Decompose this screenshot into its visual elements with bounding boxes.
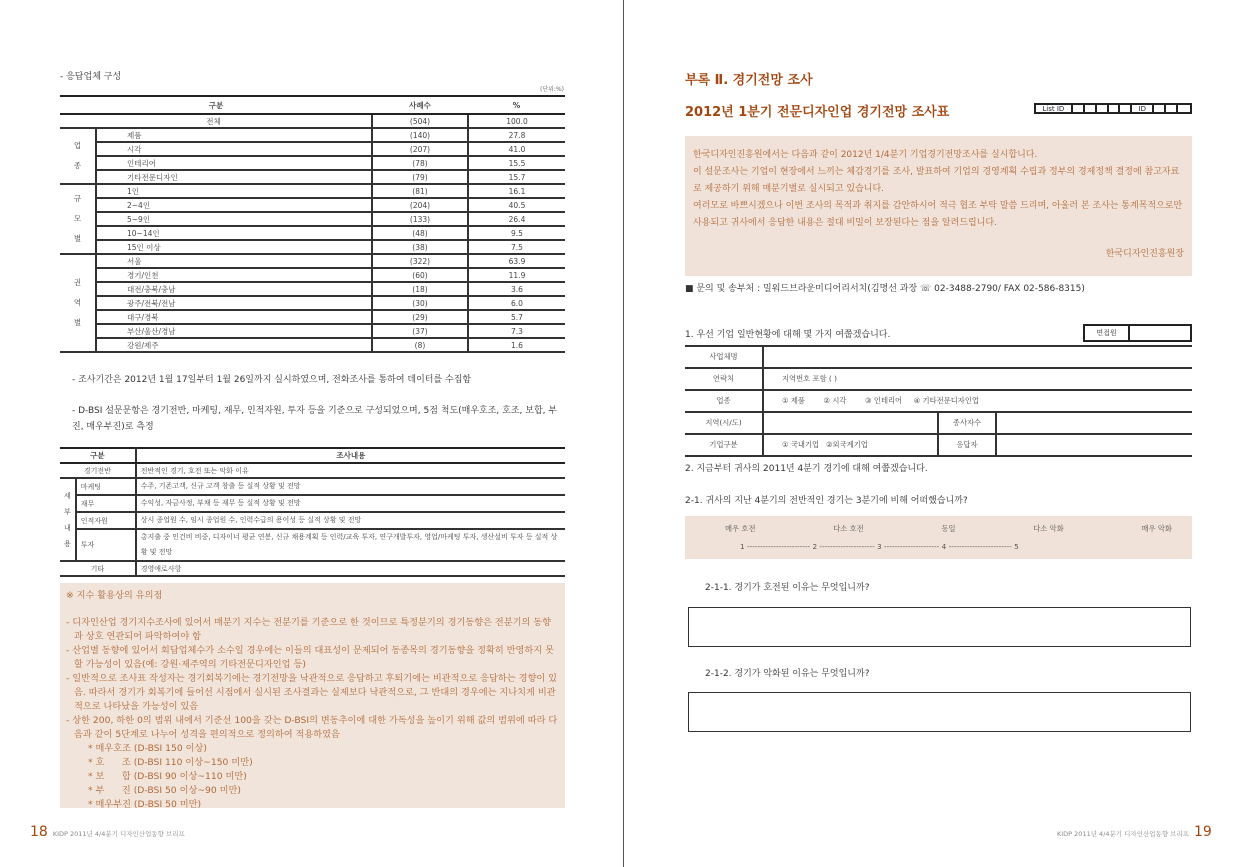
row-percent: 15.7 <box>468 170 565 184</box>
signature: 한국디자인진흥원장 <box>1105 249 1184 259</box>
scale-option[interactable]: 다소 악화 <box>1033 524 1064 533</box>
row-label: 인적자원 <box>76 512 136 529</box>
row-percent: 5.7 <box>468 310 565 324</box>
table-row <box>60 495 565 512</box>
row-count: (322) <box>372 254 468 268</box>
row-count: (204) <box>372 198 468 212</box>
row-label: 대구/경북 <box>96 310 372 324</box>
row-content: 상시 종업원 수, 임시 종업원 수, 인력수급의 용이성 등 실적 상황 및 전망 <box>136 512 565 529</box>
table-row <box>60 170 565 184</box>
row-percent: 27.8 <box>468 128 565 142</box>
interviewer-input[interactable] <box>1130 326 1190 340</box>
table-row <box>60 324 565 338</box>
row-percent: 16.1 <box>468 184 565 198</box>
row-count: (140) <box>372 128 468 142</box>
question-2-1-2: 2-1-2. 경기가 악화된 이유는 무엇입니까? <box>705 669 870 679</box>
row-count: (78) <box>372 156 468 170</box>
row-percent: 7.3 <box>468 324 565 338</box>
row-label: 10~14인 <box>96 226 372 240</box>
row-count: (30) <box>372 296 468 310</box>
scale-option[interactable]: 매우 호전 <box>725 524 756 533</box>
row-count: (60) <box>372 268 468 282</box>
note-level: * 매우부진 (D-BSI 50 미만) <box>88 799 202 810</box>
section-title: - 응답업체 구성 <box>60 72 122 82</box>
row-label: 부산/울산/경남 <box>96 324 372 338</box>
row-label: 경기전반 <box>60 463 136 478</box>
note-box <box>60 583 565 808</box>
question-2: 2. 지금부터 귀사의 2011년 4분기 경기에 대해 여쭙겠습니다. <box>685 464 928 474</box>
footer-right <box>1057 824 1212 840</box>
intro-box <box>685 136 1192 276</box>
note-level: * 보 합 (D-BSI 90 이상~110 미만) <box>88 771 247 782</box>
appendix-title: 부록 Ⅱ. 경기전망 조사 <box>685 73 813 88</box>
header-category: 구분 <box>60 448 136 463</box>
page-number: 19 <box>1194 824 1212 840</box>
respondent-table <box>60 95 565 353</box>
table-row <box>60 529 565 561</box>
group-label: 세 부 내 용 <box>60 478 76 561</box>
table-row <box>60 478 565 495</box>
header-percent: % <box>468 96 565 114</box>
form-title: 2012년 1분기 전문디자인업 경기전망 조사표 <box>685 105 950 120</box>
row-label: 경기/인천 <box>96 268 372 282</box>
row-percent: 41.0 <box>468 142 565 156</box>
table-row <box>60 212 565 226</box>
id-label: ID <box>1132 105 1154 112</box>
note-title: ※ 지수 활용상의 유의점 <box>66 590 163 601</box>
group-label: 권 역 별 <box>60 254 96 352</box>
row-label: 제품 <box>96 128 372 142</box>
company-type-options[interactable]: ① 국내기업 ②외국계기업 <box>763 434 938 456</box>
contact-label: 연락처 <box>685 368 763 390</box>
row-percent: 26.4 <box>468 212 565 226</box>
row-count: (81) <box>372 184 468 198</box>
row-percent: 3.6 <box>468 282 565 296</box>
table-row <box>60 240 565 254</box>
contact-input[interactable]: 지역번호 포함 ( ) <box>763 368 1192 390</box>
improved-reason-input[interactable] <box>688 607 1191 647</box>
row-percent: 63.9 <box>468 254 565 268</box>
row-label: 기타전문디자인 <box>96 170 372 184</box>
note-item: - 일반적으로 조사표 작성자는 경기회복기에는 경기전망을 낙관적으로 응답하고 후퇴기에는 비관적으로 응답하는 경향이 있음. 따라서 경기가 회복기에 들어선 시점에서 실시된 조사결과는 실제보다 낙관적으로, 그 반대의 경우에는 지나치게 비관적으로 나타났을 가능성이 있음 <box>66 673 557 712</box>
row-count: (37) <box>372 324 468 338</box>
row-percent: 6.0 <box>468 296 565 310</box>
note-level: * 부 진 (D-BSI 50 이상~90 미만) <box>88 785 241 796</box>
interviewer-box <box>1083 324 1192 342</box>
row-percent: 15.5 <box>468 156 565 170</box>
intro-paragraph: 이 설문조사는 기업이 현장에서 느끼는 체감경기를 조사, 발표하여 기업의 경영계획 수립과 정부의 경제정책 결정에 참고자료로 제공하기 위해 매분기별로 실시되고 있습니다. <box>693 167 1180 194</box>
row-label: 2~4인 <box>96 198 372 212</box>
company-name-label: 사업체명 <box>685 346 763 368</box>
footer-text: KIDP 2011년 4/4분기 디자인산업동향 브리프 <box>52 830 185 838</box>
table-row <box>60 561 565 576</box>
table-row <box>60 512 565 529</box>
row-label: 5~9인 <box>96 212 372 226</box>
header-category: 구분 <box>60 96 372 114</box>
table-row <box>60 198 565 212</box>
row-label: 재무 <box>76 495 136 512</box>
rating-scale[interactable] <box>685 516 1192 559</box>
worsened-reason-input[interactable] <box>688 692 1191 732</box>
row-percent: 7.5 <box>468 240 565 254</box>
employees-label: 종사자수 <box>938 412 996 434</box>
company-info-form <box>685 345 1192 457</box>
table-row <box>60 338 565 352</box>
header-content: 조사내용 <box>136 448 565 463</box>
id-boxes <box>1034 103 1192 114</box>
industry-options[interactable]: ① 제품 ② 시각 ③ 인테리어 ④ 기타전문디자인업 <box>763 390 1192 412</box>
table-row <box>60 142 565 156</box>
respondent-label: 응답자 <box>938 434 996 456</box>
industry-label: 업종 <box>685 390 763 412</box>
table-row <box>60 128 565 142</box>
row-count: (207) <box>372 142 468 156</box>
employees-input[interactable] <box>996 412 1192 434</box>
region-input[interactable] <box>763 412 938 434</box>
row-content: 수주, 기존고객, 신규 고객 창출 등 실적 상황 및 전망 <box>136 478 565 495</box>
page-number: 18 <box>30 824 48 840</box>
scale-option[interactable]: 매우 악화 <box>1141 524 1172 533</box>
survey-period-text: - 조사기간은 2012년 1월 17일부터 1월 26일까지 실시하였으며, 전화조사를 통하여 데이터를 수집함 <box>72 375 472 385</box>
row-content: 총지출 중 인건비 비중, 디자이너 평균 연봉, 신규 채용계획 등 인력/교육 투자, 연구개발투자, 영업/마케팅 투자, 생산설비 투자 등 실적 상황 및 전망 <box>136 529 565 561</box>
note-item: - 디자인산업 경기지수조사에 있어서 매분기 지수는 전분기를 기준으로 한 것이므로 특정분기의 경기동향은 전분기의 동향과 상호 연관되어 파악하여야 함 <box>66 617 552 642</box>
respondent-input[interactable] <box>996 434 1192 456</box>
question-2-1: 2-1. 귀사의 지난 4분기의 전반적인 경기는 3분기에 비해 어떠했습니까? <box>685 496 968 506</box>
unit-label: (단위:%) <box>540 86 564 93</box>
region-label: 지역(시/도) <box>685 412 763 434</box>
table-row <box>60 226 565 240</box>
company-type-label: 기업구분 <box>685 434 763 456</box>
row-content: 경영애로사항 <box>136 561 565 576</box>
scale-option[interactable]: 동일 <box>941 524 956 533</box>
row-label: 전체 <box>60 114 372 128</box>
footer-left <box>30 824 185 840</box>
group-label: 규 모 별 <box>60 184 96 254</box>
row-label: 광주/전북/전남 <box>96 296 372 310</box>
row-count: (29) <box>372 310 468 324</box>
company-name-input[interactable] <box>763 346 1192 368</box>
note-item: - 상한 200, 하한 0의 범위 내에서 기준선 100을 갖는 D-BSI의 변동추이에 대한 가독성을 높이기 위해 값의 범위에 따라 다음과 같이 5단계로 나누어 성격을 편의적으로 정의하여 적용하였음 <box>66 715 558 740</box>
row-percent: 100.0 <box>468 114 565 128</box>
row-count: (504) <box>372 114 468 128</box>
table-row <box>60 184 565 198</box>
row-percent: 1.6 <box>468 338 565 352</box>
row-label: 시각 <box>96 142 372 156</box>
row-content: 전반적인 경기, 호전 또는 악화 이유 <box>136 463 565 478</box>
row-label: 대전/충북/충남 <box>96 282 372 296</box>
table-row <box>60 463 565 478</box>
row-count: (79) <box>372 170 468 184</box>
table-row <box>60 156 565 170</box>
row-label: 1인 <box>96 184 372 198</box>
scale-line: 1 ------------------------ 2 --------------------- 3 --------------------- 4 ------------------------ 5 <box>740 542 1019 551</box>
footer-text: KIDP 2011년 4/4분기 디자인산업동향 브리프 <box>1057 830 1189 838</box>
table-row <box>60 254 565 268</box>
row-percent: 9.5 <box>468 226 565 240</box>
interviewer-label: 면접원 <box>1085 326 1130 340</box>
row-label: 마케팅 <box>76 478 136 495</box>
row-percent: 11.9 <box>468 268 565 282</box>
row-percent: 40.5 <box>468 198 565 212</box>
row-count: (133) <box>372 212 468 226</box>
row-content: 수익성, 자금사정, 부채 등 재무 등 실적 상황 및 전망 <box>136 495 565 512</box>
table-row <box>60 282 565 296</box>
row-label: 서울 <box>96 254 372 268</box>
list-id-label: List ID <box>1036 105 1073 112</box>
group-label: 업 종 <box>60 128 96 184</box>
row-label: 투자 <box>76 529 136 561</box>
table-row <box>60 114 565 128</box>
question-2-1-1: 2-1-1. 경기가 호전된 이유는 무엇입니까? <box>705 583 870 593</box>
row-count: (38) <box>372 240 468 254</box>
row-label: 15인 이상 <box>96 240 372 254</box>
table-row <box>60 310 565 324</box>
page-divider <box>623 0 624 867</box>
row-label: 기타 <box>60 561 136 576</box>
contact-info: ■ 문의 및 송부처 : 밀워드브라운미디어리서치(김명선 과장 ☏ 02-3488-2790/ FAX 02-586-8315) <box>685 284 1085 294</box>
survey-content-table <box>60 447 565 577</box>
header-count: 사례수 <box>372 96 468 114</box>
note-level: * 호 조 (D-BSI 110 이상~150 미만) <box>88 757 253 768</box>
note-item: - 산업별 동향에 있어서 회답업체수가 소수일 경우에는 이들의 대표성이 문제되어 동종목의 경기동향을 정확히 반영하지 못할 가능성이 있음(예: 강원·제주역의 기타전문디자인업 등) <box>66 645 554 670</box>
intro-paragraph: 한국디자인진흥원에서는 다음과 같이 2012년 1/4분기 기업경기전망조사를 실시합니다. <box>693 150 1038 160</box>
row-count: (18) <box>372 282 468 296</box>
row-count: (8) <box>372 338 468 352</box>
question-1: 1. 우선 기업 일반현황에 대해 몇 가지 여쭙겠습니다. <box>685 330 891 340</box>
row-count: (48) <box>372 226 468 240</box>
table-row <box>60 296 565 310</box>
note-level: * 매우호조 (D-BSI 150 이상) <box>88 743 207 754</box>
scale-option[interactable]: 다소 호전 <box>833 524 864 533</box>
dbsi-text: - D-BSI 설문문항은 경기전반, 마케팅, 재무, 인적자원, 투자 등을 기준으로 구성되었으며, 5점 척도(매우호조, 호조, 보합, 부진, 매우부진)로 측정 <box>72 406 558 432</box>
table-row <box>60 268 565 282</box>
row-label: 강원/제주 <box>96 338 372 352</box>
row-label: 인테리어 <box>96 156 372 170</box>
intro-paragraph: 여러모로 바쁘시겠으나 이번 조사의 목적과 취지를 감안하시어 적극 협조 부탁 말씀 드리며, 아울러 본 조사는 통계목적으로만 사용되고 귀사에서 응답한 내용은 절대 비밀이 보장된다는 점을 알려드립니다. <box>693 201 1183 228</box>
